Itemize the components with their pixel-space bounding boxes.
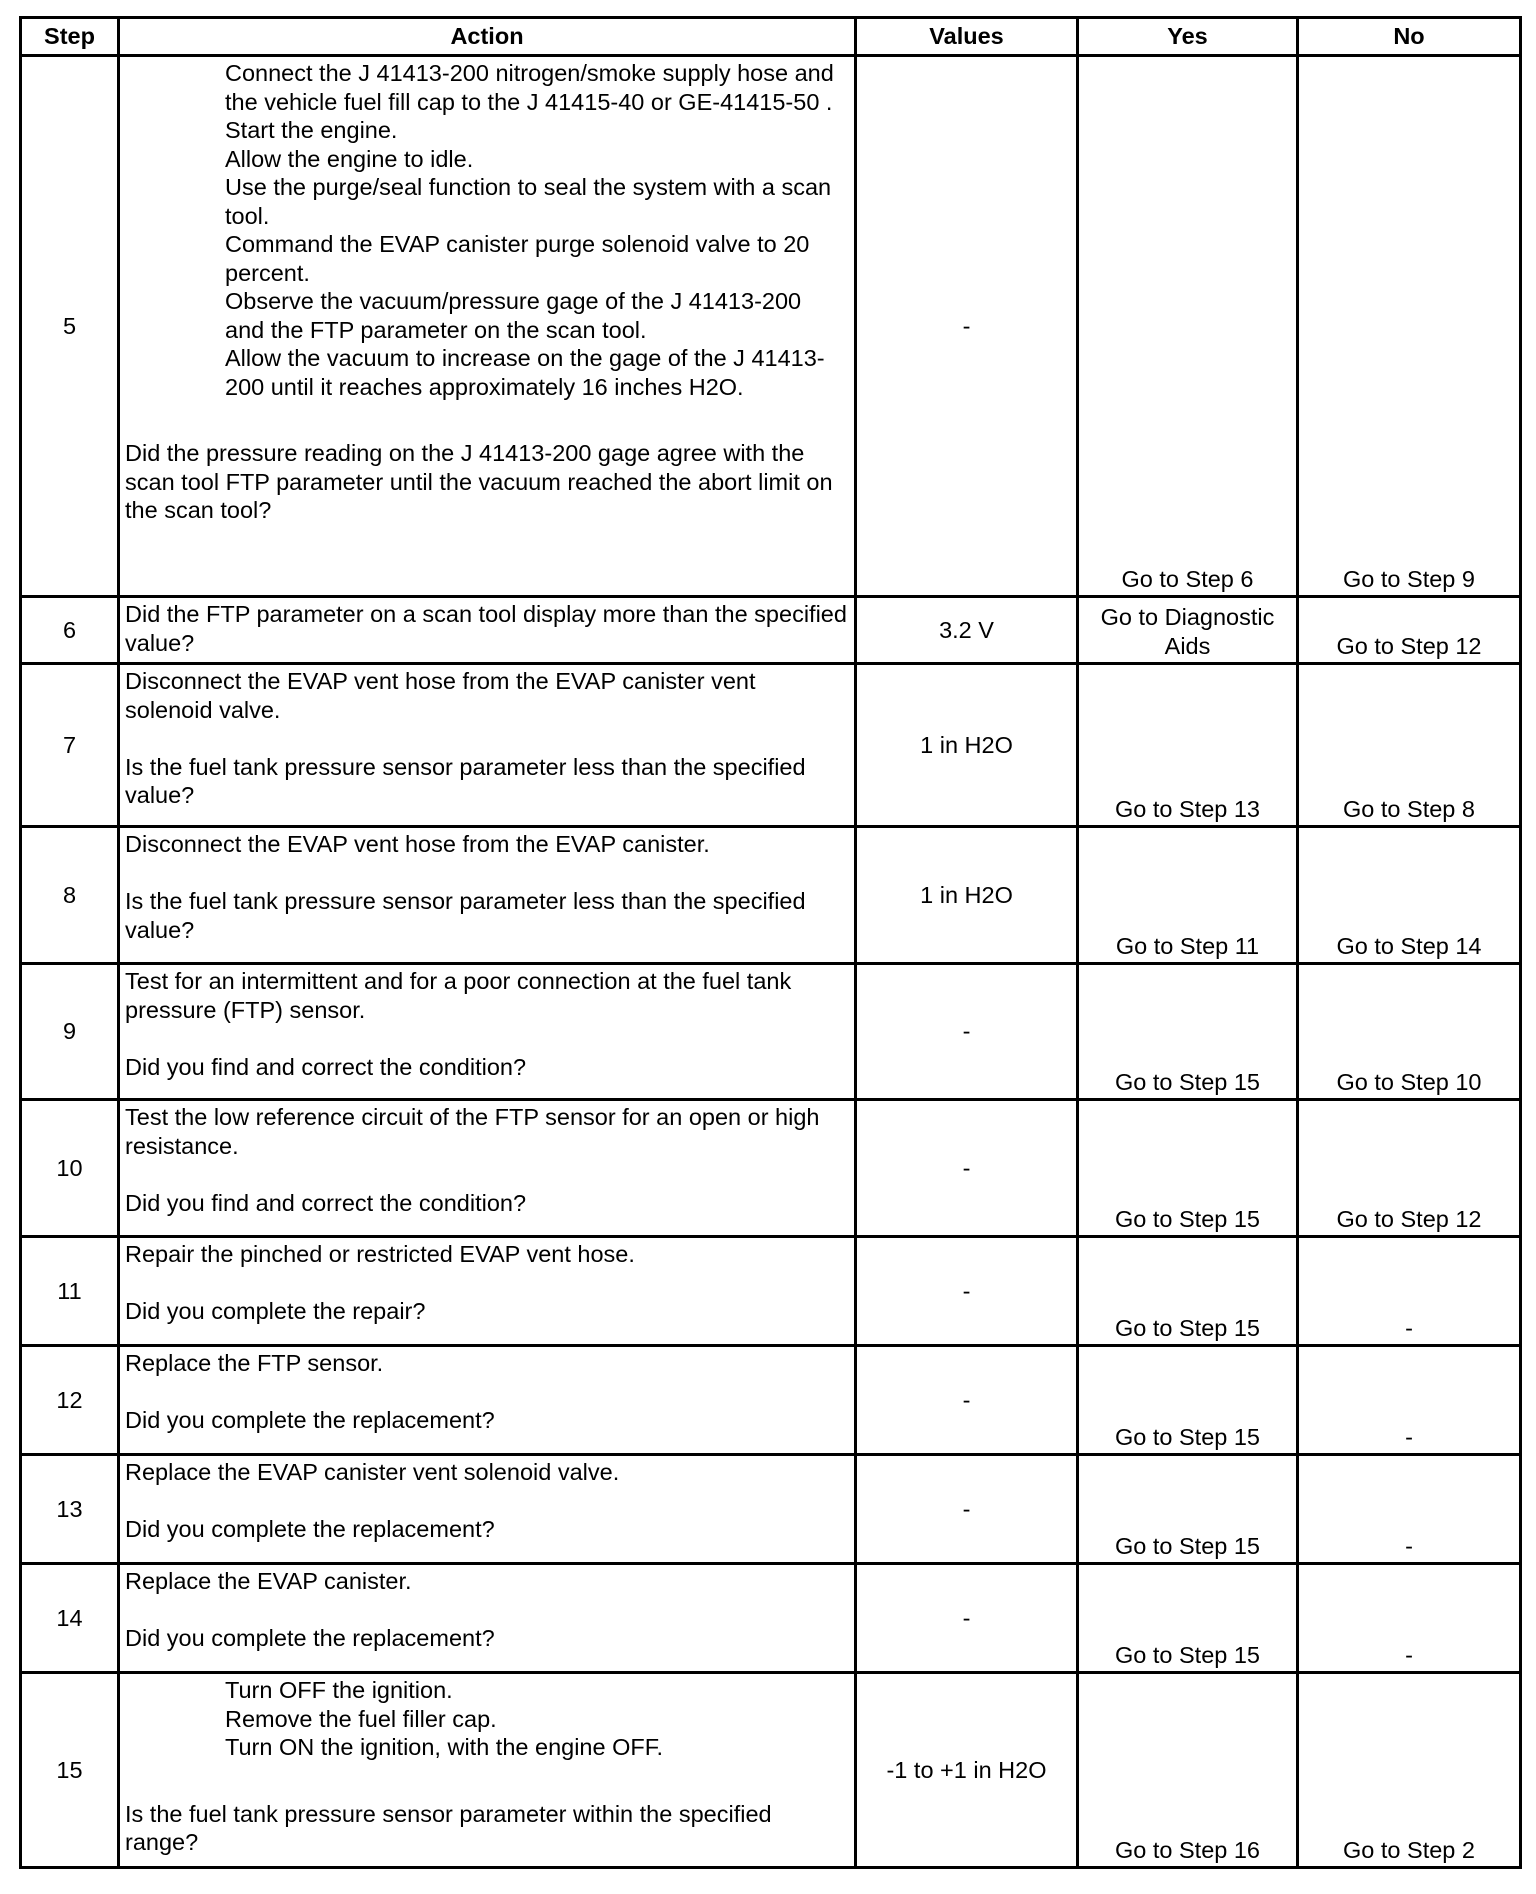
- value-cell: 1 in H2O: [856, 827, 1078, 964]
- yes-cell: Go to Step 6: [1078, 56, 1298, 597]
- step-number: 15: [21, 1673, 119, 1868]
- substep: Remove the fuel filler cap.: [225, 1705, 497, 1732]
- substep: Observe the vacuum/pressure gage of the J 41413-200 and the FTP parameter on the scan tool.: [225, 288, 802, 343]
- header-values: Values: [856, 18, 1078, 56]
- action-cell: [119, 1100, 856, 1237]
- value-cell: -1 to +1 in H2O: [856, 1673, 1078, 1868]
- substep: Turn OFF the ignition.: [225, 1677, 453, 1703]
- action-instruction: Disconnect the EVAP vent hose from the EVAP canister vent solenoid valve.: [125, 668, 756, 723]
- yes-cell: Go to Step 11: [1078, 827, 1298, 964]
- action-question: Did you complete the replacement?: [125, 1625, 495, 1651]
- step-number: 8: [21, 827, 119, 964]
- action-cell: [119, 1455, 856, 1564]
- action-question: Did you complete the replacement?: [125, 1516, 495, 1542]
- value-cell: 1 in H2O: [856, 664, 1078, 827]
- header-action: Action: [119, 18, 856, 56]
- substep: Command the EVAP canister purge solenoid valve to 20 percent.: [225, 231, 810, 286]
- action-instruction: Disconnect the EVAP vent hose from the EVAP canister.: [125, 831, 710, 857]
- action-cell: [119, 664, 856, 827]
- action-question: Is the fuel tank pressure sensor parameter less than the specified value?: [125, 753, 806, 808]
- action-instruction: Replace the FTP sensor.: [125, 1350, 384, 1376]
- table-row-step-7: [21, 664, 1521, 827]
- header-no: No: [1298, 18, 1521, 56]
- step-number: 12: [21, 1346, 119, 1455]
- yes-cell: Go to Diagnostic Aids: [1078, 597, 1298, 664]
- value-cell: -: [856, 1346, 1078, 1455]
- action-cell: [119, 1564, 856, 1673]
- no-cell: Go to Step 12: [1298, 597, 1521, 664]
- table-row-step-11: [21, 1237, 1521, 1346]
- action-instruction: Repair the pinched or restricted EVAP vent hose.: [125, 1241, 635, 1267]
- substep: Allow the engine to idle.: [225, 145, 474, 172]
- action-question: Did you find and correct the condition?: [125, 1053, 527, 1080]
- value-cell: -: [856, 964, 1078, 1100]
- action-cell: [119, 597, 856, 664]
- no-cell: Go to Step 9: [1298, 56, 1521, 597]
- action-question: Did the pressure reading on the J 41413-200 gage agree with the scan tool FTP parameter until the vacuum reached the abort limit on the scan tool?: [125, 440, 833, 523]
- step-number: 9: [21, 964, 119, 1100]
- no-cell: -: [1298, 1237, 1521, 1346]
- value-cell: -: [856, 1455, 1078, 1564]
- action-instruction: Replace the EVAP canister vent solenoid valve.: [125, 1459, 620, 1485]
- substep: Connect the J 41413-200 nitrogen/smoke supply hose and the vehicle fuel fill cap to the J 41415-40 or GE-41415-50 .: [225, 60, 834, 115]
- no-cell: Go to Step 10: [1298, 964, 1521, 1100]
- substep: Use the purge/seal function to seal the system with a scan tool.: [225, 174, 832, 229]
- action-instruction: Test the low reference circuit of the FTP sensor for an open or high resistance.: [125, 1104, 820, 1159]
- action-question: Did you complete the replacement?: [125, 1407, 495, 1433]
- action-cell: [119, 1237, 856, 1346]
- header-yes: Yes: [1078, 18, 1298, 56]
- action-instruction: Test for an intermittent and for a poor connection at the fuel tank pressure (FTP) sensor.: [125, 968, 792, 1023]
- header-step: Step: [21, 18, 119, 56]
- table-row-step-15: [21, 1673, 1521, 1868]
- no-cell: -: [1298, 1455, 1521, 1564]
- step-number: 11: [21, 1237, 119, 1346]
- action-question: Did you complete the repair?: [125, 1298, 426, 1324]
- step-number: 7: [21, 664, 119, 827]
- no-cell: Go to Step 2: [1298, 1673, 1521, 1868]
- yes-cell: Go to Step 15: [1078, 1564, 1298, 1673]
- table-row-step-12: [21, 1346, 1521, 1455]
- step-number: 6: [21, 597, 119, 664]
- table-row-step-9: [21, 964, 1521, 1100]
- action-question: Is the fuel tank pressure sensor parameter within the specified range?: [125, 1800, 772, 1855]
- action-question: Did the FTP parameter on a scan tool display more than the specified value?: [125, 601, 847, 656]
- value-cell: -: [856, 1237, 1078, 1346]
- action-cell: [119, 1346, 856, 1455]
- value-cell: -: [856, 56, 1078, 597]
- action-question: Is the fuel tank pressure sensor parameter less than the specified value?: [125, 888, 806, 943]
- substep: Turn ON the ignition, with the engine OFF.: [225, 1734, 664, 1760]
- action-instruction: Replace the EVAP canister.: [125, 1568, 412, 1594]
- action-cell: [119, 827, 856, 964]
- step-number: 5: [21, 56, 119, 597]
- table-row-step-14: [21, 1564, 1521, 1673]
- value-cell: -: [856, 1100, 1078, 1237]
- yes-cell: Go to Step 15: [1078, 1100, 1298, 1237]
- no-cell: Go to Step 12: [1298, 1100, 1521, 1237]
- step-number: 10: [21, 1100, 119, 1237]
- no-cell: -: [1298, 1346, 1521, 1455]
- yes-cell: Go to Step 13: [1078, 664, 1298, 827]
- table-row-step-13: [21, 1455, 1521, 1564]
- table-row-step-6: [21, 597, 1521, 664]
- step-number: 14: [21, 1564, 119, 1673]
- action-cell: [119, 1673, 856, 1868]
- step-number: 13: [21, 1455, 119, 1564]
- yes-cell: Go to Step 15: [1078, 1346, 1298, 1455]
- diagnostic-table: [19, 16, 1522, 1869]
- table-row-step-5: [21, 56, 1521, 597]
- no-cell: Go to Step 14: [1298, 827, 1521, 964]
- yes-cell: Go to Step 15: [1078, 1237, 1298, 1346]
- no-cell: Go to Step 8: [1298, 664, 1521, 827]
- table-row-step-8: [21, 827, 1521, 964]
- no-cell: -: [1298, 1564, 1521, 1673]
- value-cell: 3.2 V: [856, 597, 1078, 664]
- action-cell: [119, 964, 856, 1100]
- yes-cell: Go to Step 15: [1078, 964, 1298, 1100]
- substep: Allow the vacuum to increase on the gage of the J 41413-200 until it reaches approximately 16 inches H2O.: [225, 345, 825, 400]
- yes-cell: Go to Step 15: [1078, 1455, 1298, 1564]
- action-cell: [119, 56, 856, 597]
- value-cell: -: [856, 1564, 1078, 1673]
- action-question: Did you find and correct the condition?: [125, 1189, 527, 1216]
- header-row: [21, 18, 1521, 56]
- table-row-step-10: [21, 1100, 1521, 1237]
- yes-cell: Go to Step 16: [1078, 1673, 1298, 1868]
- substep: Start the engine.: [225, 117, 398, 143]
